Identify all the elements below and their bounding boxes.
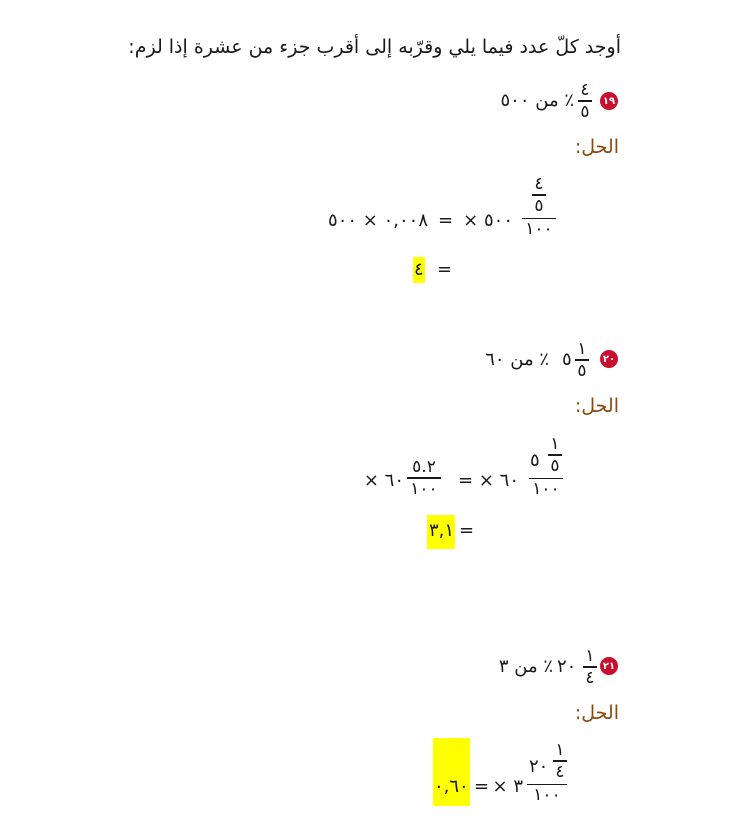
equals-sign: = bbox=[437, 259, 453, 280]
whole-number: ٢٠ bbox=[529, 756, 549, 777]
multiply-term: × ٥٠٠ bbox=[463, 210, 513, 231]
fraction-denominator: ١٠٠ bbox=[525, 219, 553, 239]
multiply-term: × ٣ bbox=[492, 776, 523, 797]
answer-value: ٠,٦٠ bbox=[434, 776, 469, 797]
fraction-numerator: ١ bbox=[585, 646, 595, 666]
whole-number: ٢٠ bbox=[557, 656, 577, 677]
fraction-numerator: ٥.٢ bbox=[412, 457, 436, 477]
multiply-term: × ٦٠ bbox=[363, 470, 404, 491]
prompt-fraction bbox=[578, 80, 592, 122]
equals-sign: = bbox=[474, 776, 490, 797]
fraction-numerator: ١ bbox=[577, 339, 587, 359]
prompt-fraction bbox=[583, 646, 597, 688]
prompt-text: ٪ من ٥٠٠ bbox=[500, 90, 574, 111]
fraction-numerator: ٤ bbox=[534, 174, 544, 194]
answer-value: ٣,١ bbox=[429, 520, 455, 541]
fraction-numerator: ١ bbox=[555, 740, 565, 760]
fraction-denominator: ٥ bbox=[580, 101, 590, 122]
fraction bbox=[407, 457, 441, 499]
instruction-text: أوجد كلّ عدد فيما يلي وقرّبه إلى أقرب جزء من عشرة إذا لزم: bbox=[128, 36, 621, 58]
complex-fraction bbox=[527, 740, 567, 805]
fraction-denominator: ١٠٠ bbox=[533, 785, 561, 805]
multiply-term: × ٦٠ bbox=[478, 470, 519, 491]
problem-number-badge: ٢١ bbox=[600, 657, 618, 675]
fraction-denominator: ٥ bbox=[577, 360, 587, 381]
fraction-denominator: ١٠٠ bbox=[532, 479, 560, 499]
equals-sign: = bbox=[459, 520, 475, 541]
fraction-denominator: ٤ bbox=[555, 761, 565, 782]
problem-number-badge: ١٩ bbox=[600, 92, 618, 110]
whole-number: ٥ bbox=[562, 349, 572, 370]
prompt-text: ٪ من ٣ bbox=[498, 656, 553, 677]
solution-label: الحل: bbox=[574, 395, 619, 417]
complex-fraction bbox=[522, 174, 556, 239]
whole-number: ٥ bbox=[530, 450, 540, 471]
fraction-numerator: ١ bbox=[550, 434, 560, 454]
complex-fraction bbox=[529, 434, 563, 499]
prompt-fraction bbox=[575, 339, 589, 381]
solution-label: الحل: bbox=[574, 136, 619, 158]
fraction-denominator: ٥ bbox=[550, 455, 560, 476]
fraction-denominator: ٤ bbox=[585, 667, 595, 688]
prompt-text: ٪ من ٦٠ bbox=[485, 349, 549, 370]
solution-label: الحل: bbox=[574, 702, 619, 724]
fraction-denominator: ٥ bbox=[534, 195, 544, 216]
equals-sign: = bbox=[458, 470, 474, 491]
equals-sign: = bbox=[438, 210, 454, 231]
answer-value: ٤ bbox=[414, 259, 424, 280]
expression-rhs: ٠,٠٠٨ × ٥٠٠ bbox=[328, 210, 428, 231]
problem-number-badge: ٢٠ bbox=[600, 350, 618, 368]
fraction-numerator: ٤ bbox=[580, 80, 590, 100]
fraction-denominator: ١٠٠ bbox=[410, 478, 438, 499]
